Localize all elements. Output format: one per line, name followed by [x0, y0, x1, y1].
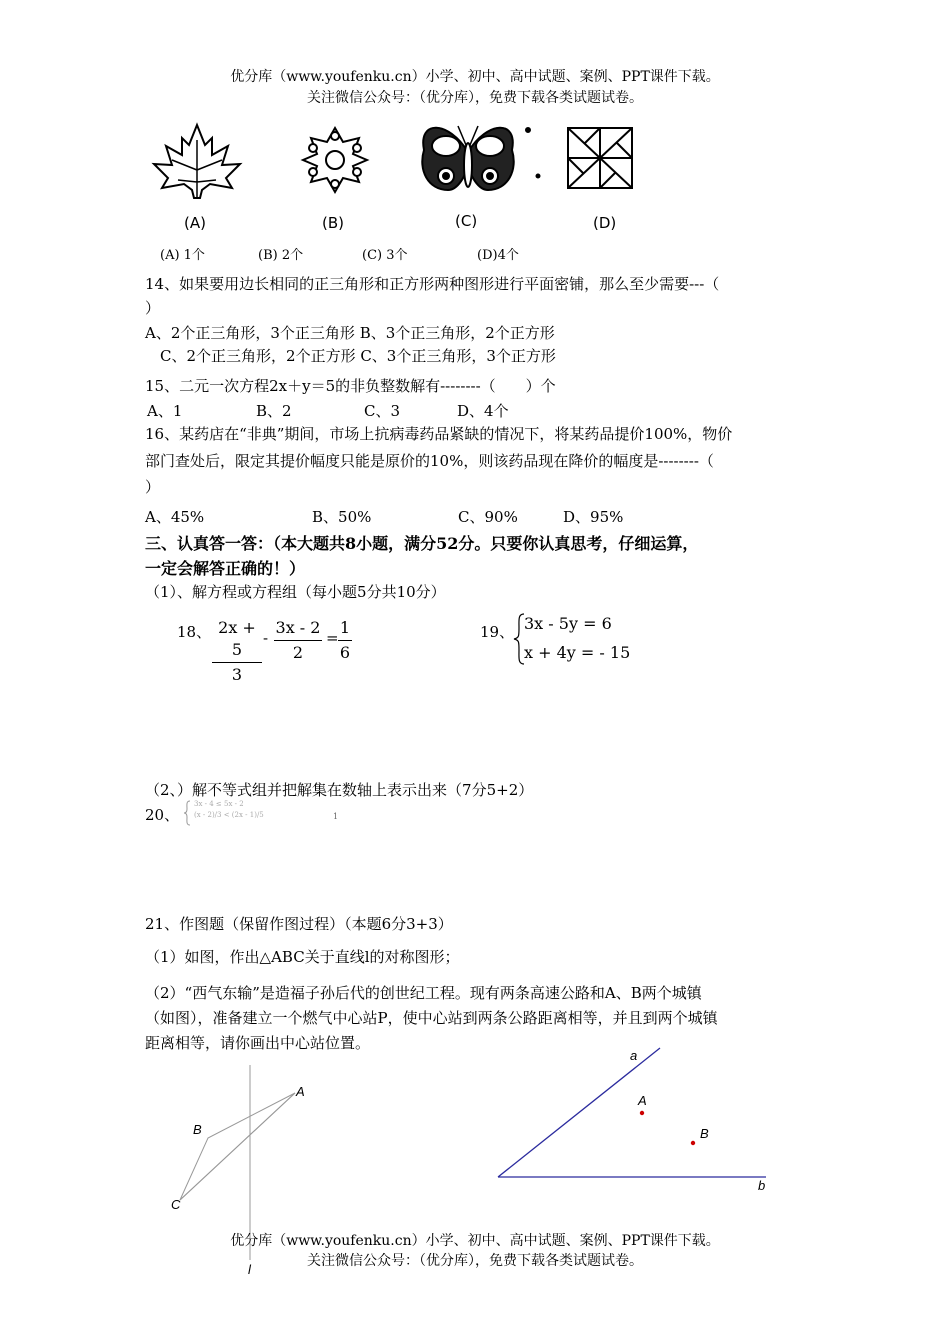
q21-sub2-line3: 距离相等，请你画出中心站位置。: [145, 1034, 371, 1052]
q14-stem-end: ）: [145, 299, 161, 317]
section3-title-line2: 一定会解答正确的！）: [145, 559, 306, 578]
q20-label: 20、: [145, 806, 180, 824]
q15-choice-d: D、4个: [457, 402, 509, 420]
part2-title: （2、）解不等式组并把解集在数轴上表示出来（7分5+2）: [145, 781, 534, 799]
q21-sub2-line1: （2）“西气东输”是造福子孙后代的创世纪工程。现有两条高速公路和A、B两个城镇: [145, 984, 702, 1002]
pinwheel-icon: [568, 128, 632, 188]
q16-stem-line2: 部门查处后，限定其提价幅度只能是原价的10%，则该药品现在降价的幅度是--------（: [145, 452, 714, 470]
q13-choice-d: (D)4个: [477, 248, 519, 263]
fig1-label-c: C: [171, 1197, 181, 1212]
q19-label: 19、: [480, 623, 515, 641]
q20-line-2: (x - 2)/3 < (2x - 1)/5: [194, 811, 264, 819]
maple-leaf-icon: [154, 125, 240, 198]
q14-stem: 14、如果要用边长相同的正三角形和正方形两种图形进行平面密铺，那么至少需要---（: [145, 275, 720, 293]
header-line-1: 优分库（www.youfenku.cn）小学、初中、高中试题、案例、PPT课件下载。: [230, 69, 720, 85]
part1-title: （1）、解方程或方程组（每小题5分共10分）: [145, 583, 446, 601]
q18-fraction-1: [212, 617, 262, 686]
fig2-label-b-town: B: [700, 1126, 709, 1141]
q20-line-1: 3x - 4 ≤ 5x - 2: [194, 800, 244, 808]
q14-choices-line1: A、2个正三角形，3个正三角形 B、3个正三角形，2个正方形: [145, 324, 555, 342]
q18-equals: =: [326, 629, 339, 647]
fig2-label-a-town: A: [638, 1093, 647, 1108]
road-a: [498, 1048, 660, 1177]
q15-choice-b: B、2: [256, 402, 292, 420]
q21-sub2-line2: （如图），准备建立一个燃气中心站P，使中心站到两条公路距离相等，并且到两个城镇: [145, 1009, 718, 1027]
q21-sub1: （1）如图，作出△ABC关于直线l的对称图形；: [145, 948, 460, 966]
fig1-label-a: A: [296, 1084, 305, 1099]
symmetry-figures: [150, 120, 650, 200]
footer-line-1: 优分库（www.youfenku.cn）小学、初中、高中试题、案例、PPT课件下载。: [230, 1233, 720, 1249]
q16-choice-d: D、95%: [563, 508, 624, 526]
town-b-point: [691, 1141, 695, 1145]
fig2-label-b-road: b: [758, 1178, 766, 1193]
q15-stem: 15、二元一次方程2x＋y＝5的非负整数解有--------（ ）个: [145, 377, 556, 395]
q18-frac3-numerator: 1: [339, 618, 351, 637]
q13-choice-a: (A) 1个: [160, 248, 205, 263]
q19-equation-1: 3x - 5y = 6: [524, 614, 612, 633]
q16-stem-end: ）: [145, 478, 161, 496]
q20-tail: 1: [333, 812, 339, 821]
q16-choice-a: A、45%: [145, 508, 205, 526]
q15-choice-c: C、3: [364, 402, 401, 420]
q13-choice-b: (B) 2个: [258, 248, 304, 263]
header-line-2: 关注微信公众号：（优分库），免费下载各类试题试卷。: [307, 90, 643, 106]
figure-label-b: (B): [322, 214, 344, 232]
q18-fraction-3: [338, 617, 352, 664]
q19-equation-2: x + 4y = - 15: [524, 643, 631, 662]
q18-frac2-denominator: 2: [292, 643, 304, 662]
section3-title-line1: 三、认真答一答：（本大题共8小题，满分52分。只要你认真思考，仔细运算，: [145, 534, 699, 553]
q18-fraction-2: [274, 617, 322, 664]
q20-brace: [182, 800, 192, 826]
q15-choice-a: A、1: [147, 402, 183, 420]
fig2-label-a-road: a: [630, 1048, 638, 1063]
q16-choice-c: C、90%: [458, 508, 518, 526]
q18-label: 18、: [177, 623, 212, 641]
q18-frac1-denominator: 3: [231, 665, 243, 684]
fig1-label-l: l: [248, 1262, 251, 1277]
snowflake-icon: [303, 128, 367, 192]
figure-label-a: (A): [184, 214, 206, 232]
q16-stem-line1: 16、某药店在“非典”期间，市场上抗病毒药品紧缺的情况下，将某药品提价100%，物价: [145, 425, 733, 443]
town-a-point: [640, 1111, 644, 1115]
q14-choices-line2: C、2个正三角形，2个正方形 C、3个正三角形，3个正方形: [160, 347, 556, 365]
q18-frac3-denominator: 6: [339, 643, 351, 662]
figure-label-d: (D): [593, 214, 617, 232]
fig1-label-b: B: [193, 1122, 202, 1137]
q18-frac1-numerator: 2x + 5: [218, 618, 256, 659]
q13-choice-c: (C) 3个: [362, 248, 408, 263]
butterfly-icon: [422, 126, 539, 190]
q16-choice-b: B、50%: [312, 508, 372, 526]
q21-title: 21、作图题（保留作图过程）（本题6分3+3）: [145, 915, 453, 933]
q18-frac2-numerator: 3x - 2: [275, 618, 321, 637]
q18-minus: -: [263, 629, 269, 647]
figure-label-c: (C): [455, 212, 478, 230]
footer-line-2: 关注微信公众号：（优分库），免费下载各类试题试卷。: [307, 1253, 643, 1269]
